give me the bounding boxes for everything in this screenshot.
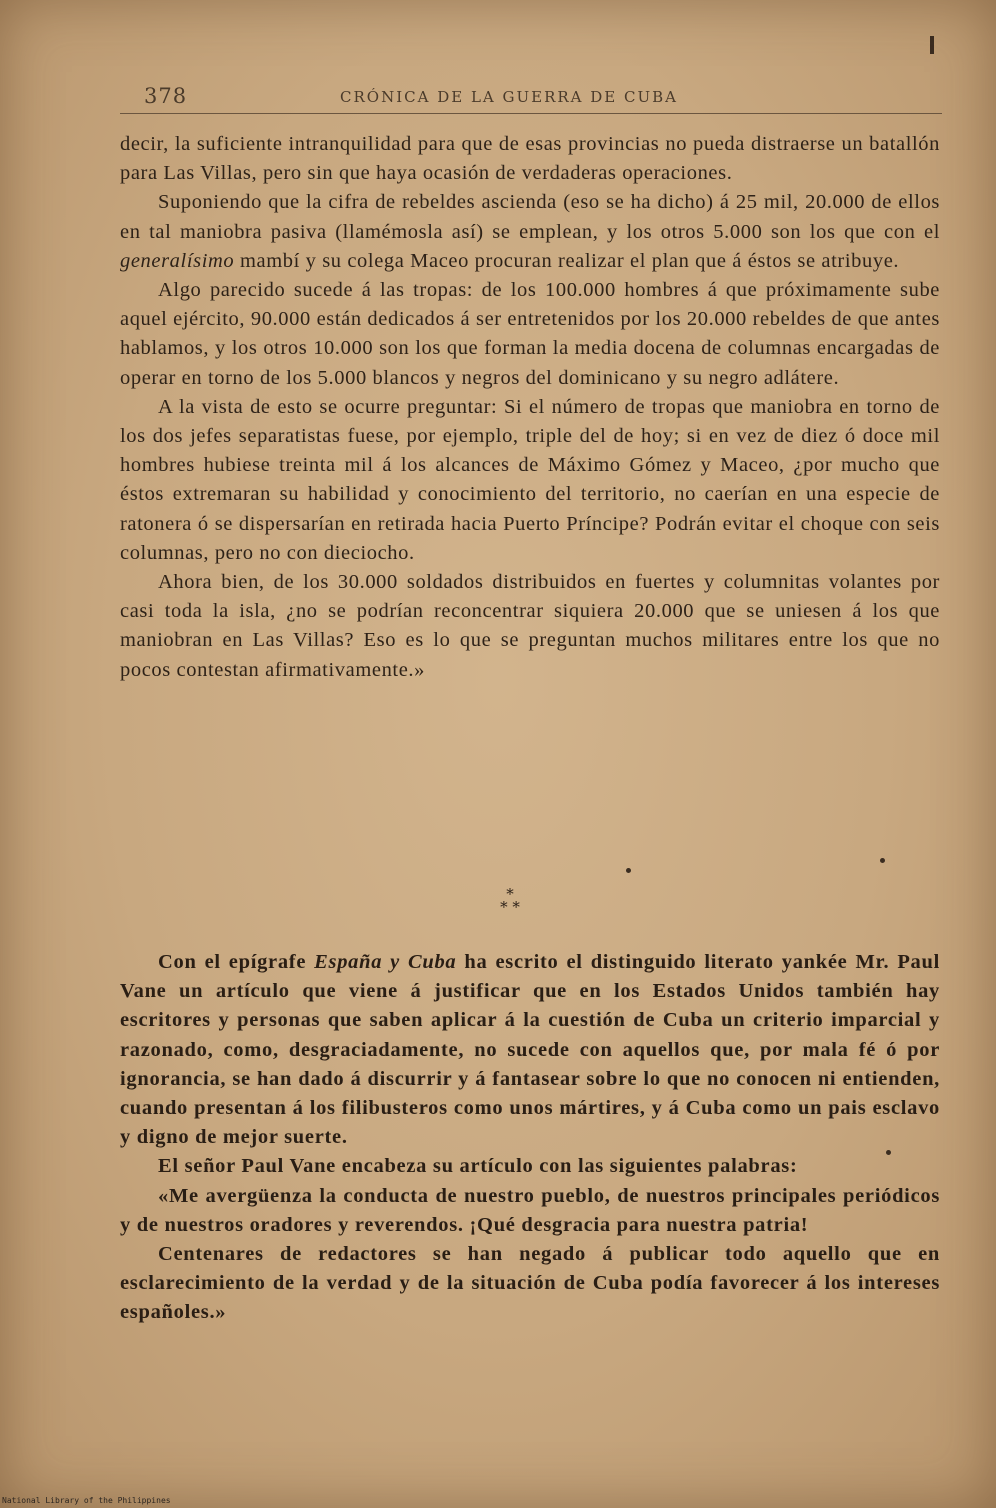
text-run: mambí y su colega Maceo procuran realizar el plan que á éstos se atribuye. (234, 249, 900, 272)
ink-mark (930, 36, 934, 54)
ink-dot (626, 868, 631, 873)
paragraph (120, 188, 940, 276)
library-credit: National Library of the Philippines (2, 1496, 171, 1505)
section-asterism (470, 885, 550, 916)
running-title: CRÓNICA DE LA GUERRA DE CUBA (340, 88, 678, 106)
ink-dot (880, 858, 885, 863)
asterism-top: * (506, 885, 514, 903)
paragraph: Algo parecido sucede á las tropas: de los 100.000 hombres á que próximamente sube aquel ejército, 90.000 están dedicados á ser entretenidos por los 20.000 rebeldes de que antes hablamos, y los otros 10.000 son los que forman la media docena de columnas encargadas de operar en torno de los 5.000 blancos y negros del dominicano y su negro adlátere. (120, 279, 940, 389)
text-run: ha escrito el distinguido literato yankée Mr. Paul Vane un artículo que viene á justificar que en los Estados Unidos también hay escritores y personas que saben aplicar á la cuestión de Cuba un criterio imparcial y razonado, como, desgraciadamente, no sucede con aquellos que, por mala fé ó por ignorancia, se han dado á discurrir y á fantasear sobre lo que no conocen ni entienden, cuando presentan á los filibusteros como unos mártires, y á Cuba como un pais esclavo y digno de mejor suerte. (120, 951, 940, 1149)
asterism-bottom: * * (500, 898, 520, 916)
text-run: Suponiendo que la cifra de rebeldes ascienda (eso se ha dicho) á 25 mil, 20.000 de ellos en tal maniobra pasiva (llamémosla así) se emplean, y los otros 5.000 son los que con el (120, 191, 940, 243)
paragraph: El señor Paul Vane encabeza su artículo con las siguientes palabras: (158, 1155, 798, 1178)
quoted-paragraph: «Me avergüenza la conducta de nuestro pueblo, de nuestros principales periódicos y de nuestros oradores y reverendos. ¡Qué desgracia para nuestra patria! (120, 1184, 940, 1236)
page-number: 378 (144, 84, 188, 108)
paragraph (120, 948, 940, 1152)
italic-term: generalísimo (120, 249, 235, 272)
ink-dot (886, 1150, 891, 1155)
paragraph: A la vista de esto se ocurre preguntar: Si el número de tropas que maniobra en torno de los dos jefes separatistas fuese, por ejemplo, triple del de hoy; si en vez de diez ó doce mil hombres hubiese treinta mil á los alcances de Máximo Gómez y Maceo, ¿por mucho que éstos extremaran su habilidad y conocimiento del territorio, no caerían en una especie de ratonera ó se dispersarían en retirada hacia Puerto Príncipe? Podrán evitar el choque con seis columnas, pero no con dieciocho. (120, 395, 940, 564)
text-run: Con el epígrafe (158, 951, 315, 973)
paragraph: Ahora bien, de los 30.000 soldados distribuidos en fuertes y columnitas volantes por casi toda la isla, ¿no se podrían reconcentrar siquiera 20.000 que se uniesen á los que maniobran en Las Villas? Eso es lo que se preguntan muchos militares entre los que no pocos contestan afirmativamente.» (120, 571, 940, 681)
page-header (120, 84, 940, 114)
quoted-paragraph: Centenares de redactores se han negado á publicar todo aquello que en esclarecimiento de la verdad y de la situación de Cuba podía favorecer á los intereses españoles.» (120, 1243, 940, 1324)
header-rule (120, 113, 942, 114)
paragraph: decir, la suficiente intranquilidad para que de esas provincias no pueda distraerse un batallón para Las Villas, pero sin que haya ocasión de verdaderas operaciones. (120, 133, 940, 185)
main-text-section-1 (120, 130, 940, 685)
main-text-section-2 (120, 948, 940, 1328)
italic-title: España y Cuba (314, 951, 457, 973)
